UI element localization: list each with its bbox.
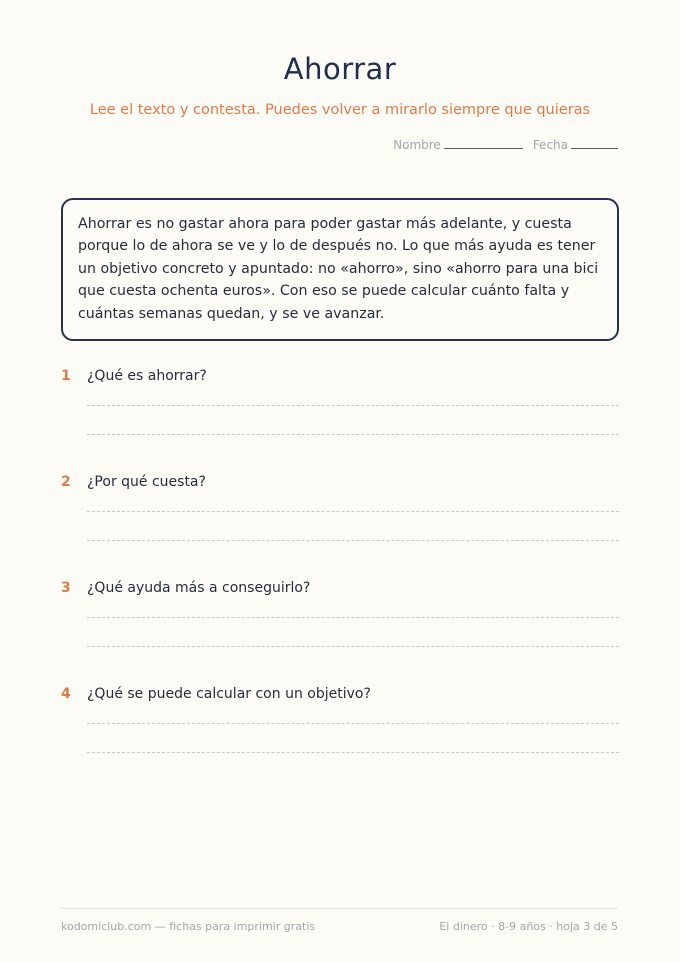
question-text: ¿Qué ayuda más a conseguirlo? [87,580,311,596]
date-blank-line [571,148,618,149]
answer-line[interactable] [87,540,619,541]
reading-line: cuántas semanas quedan, y se ve avanzar. [78,305,385,322]
answer-line[interactable] [87,752,619,753]
answer-line[interactable] [87,405,619,406]
instructions: Lee el texto y contesta. Puedes volver a mirarlo siempre que quieras [89,102,591,118]
answer-line[interactable] [87,646,619,647]
question-text: ¿Qué es ahorrar? [87,368,207,384]
reading-line: porque lo de ahora se ve y lo de después no. Lo que más ayuda es tener [78,238,596,255]
reading-line: Ahorrar es no gastar ahora para poder gastar más adelante, y cuesta [78,216,572,232]
question-text: ¿Qué se puede calcular con un objetivo? [87,686,371,702]
question-number: 4 [61,686,71,702]
name-blank-line [444,148,523,149]
question-number: 3 [61,580,71,596]
answer-line[interactable] [87,511,619,512]
reading-text-box [61,198,619,341]
answer-line[interactable] [87,723,619,724]
question-text: ¿Por qué cuesta? [87,474,206,490]
footer-sheet-info: El dinero · 8-9 años · hoja 3 de 5 [439,920,618,933]
name-date-fields [393,138,618,152]
answer-line[interactable] [87,617,619,618]
question-number: 1 [61,368,71,384]
answer-line[interactable] [87,434,619,435]
page-title: Ahorrar [283,52,397,86]
name-label: Nombre [393,138,441,152]
reading-line: un objetivo concreto y apuntado: no «ahorro», sino «ahorro para una bici [78,260,599,277]
date-label: Fecha [532,138,568,152]
footer-divider [61,908,618,909]
question-number: 2 [61,474,71,490]
footer-site: kodomiclub.com — fichas para imprimir gratis [61,920,316,933]
reading-line: que cuesta ochenta euros». Con eso se puede calcular cuánto falta y [78,283,570,300]
